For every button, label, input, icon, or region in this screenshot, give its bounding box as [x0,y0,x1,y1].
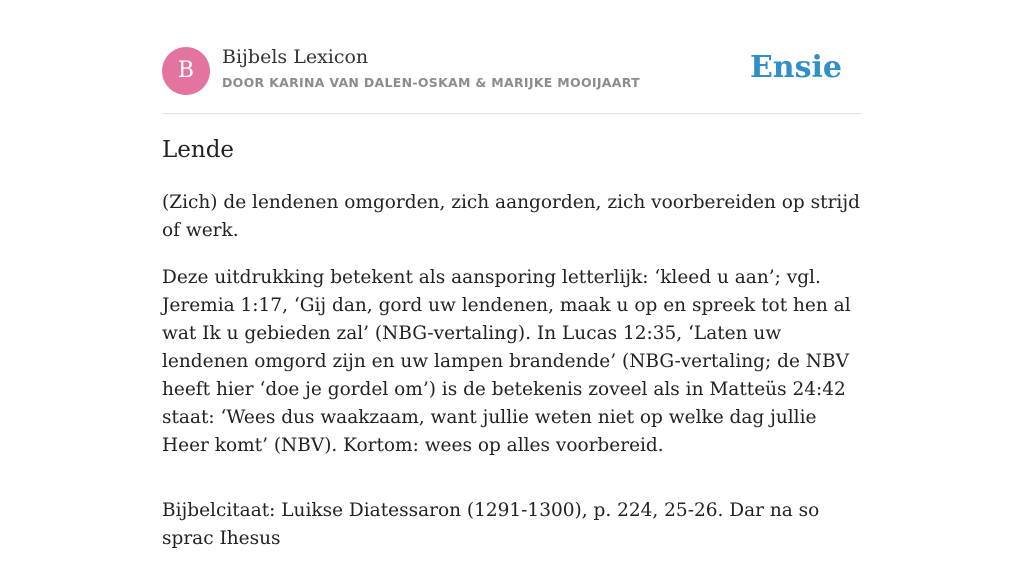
entry-explanation: Deze uitdrukking betekent als aansporing letterlijk: ‘kleed u aan’; vgl. Jeremia 1:17, ‘Gij dan, gord uw lendenen, maak u op en spreek tot hen al wat Ik u gebieden zal’ (NBG-vertaling). In Lucas 12:35, ‘Laten uw lendenen omgord zijn en uw lampen brandende’ (NBG-vertaling; de NBV heeft hier ‘doe je gordel om’) is de betekenis zoveel als in Matteüs 24:42 staat: ‘Wees dus waakzaam, want jullie weten niet op welke dag jullie Heer komt’ (NBV). Kortom: wees op alles voorbereid. [162,267,851,456]
header [162,0,862,114]
book-authors: DOOR KARINA VAN DALEN-OSKAM & MARIJKE MOOIJAART [222,75,640,90]
book-title[interactable]: Bijbels Lexicon [222,46,369,68]
entry-title: Lende [162,137,235,163]
article-container [162,0,862,549]
entry-citation: Bijbelcitaat: Luikse Diatessaron (1291-1300), p. 224, 25-26. Dar na so sprac Ihesus [162,500,820,549]
entry-body [162,189,862,572]
avatar[interactable]: B [162,47,210,95]
entry-definition: (Zich) de lendenen omgorden, zich aangorden, zich voorbereiden op strijd of werk. [162,192,860,241]
brand-logo[interactable]: Ensie [749,50,842,85]
